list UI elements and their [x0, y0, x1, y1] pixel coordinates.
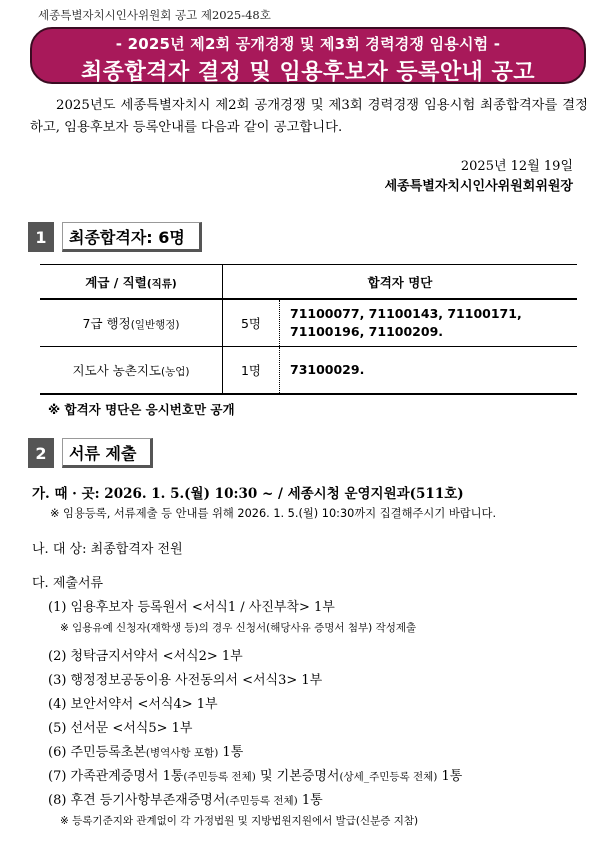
row-grade	[40, 347, 223, 395]
header-grade-label: 계급 / 직렬	[85, 274, 147, 290]
header-grade-small: (직류)	[146, 277, 177, 290]
document-item-text: (6) 주민등록초본	[48, 745, 146, 760]
banner-title: 최종합격자 결정 및 임용후보자 등록안내 공고	[80, 60, 536, 85]
section-1-number: 1	[28, 222, 54, 252]
row-grade-small: (일반행정)	[130, 319, 180, 331]
section-2-number: 2	[28, 438, 54, 468]
document-item-note: ※ 임용유예 신청자(재학생 등)의 경우 신청서(해당사유 증명서 첨부) 작성제출	[60, 622, 417, 634]
notice-date: 2025년 12월 19일	[460, 159, 573, 174]
document-item-text: (3) 행정정보공동이용 사전동의서 <서식3> 1부	[48, 673, 323, 688]
row-grade-small: (농업)	[161, 366, 190, 378]
table-row	[40, 299, 577, 347]
row-count: 5명	[223, 299, 280, 347]
document-item	[48, 669, 322, 688]
document-item	[48, 645, 243, 664]
table-row	[40, 347, 577, 395]
document-item-detail-2: (상세_주민등록 전체)	[339, 771, 438, 783]
documents-heading: 다. 제출서류	[32, 576, 104, 591]
document-item-text: (1) 임용후보자 등록원서 <서식1 / 사진부착> 1부	[48, 600, 335, 615]
document-item-detail: (주민등록 전체)	[183, 771, 256, 783]
document-item-qty: 1통	[218, 745, 244, 760]
row-ids: 71100077, 71100143, 71100171, 71100196, 71100209.	[280, 299, 578, 347]
schedule-place: 가. 때 · 곳: 2026. 1. 5.(월) 10:30 ~ / 세종시청 운영지원과(511호)	[32, 486, 464, 502]
document-item-qty: 1통	[297, 793, 323, 808]
document-item-text: (4) 보안서약서 <서식4> 1부	[48, 697, 218, 712]
document-item	[48, 789, 323, 808]
target-line: 나. 대 상: 최종합격자 전원	[32, 542, 183, 557]
document-item-text: (8) 후견 등기사항부존재증명서	[48, 793, 226, 808]
intro-paragraph: 2025년도 세종특별자치시 제2회 공개경쟁 및 제3회 경력경쟁 임용시험 최종합격자를 결정하고, 임용후보자 등록안내를 다음과 같이 공고합니다.	[30, 98, 588, 135]
section-2-title: 서류 제출	[62, 438, 153, 468]
document-item-note: ※ 등록기준지와 관계없이 각 가정법원 및 지방법원지원에서 발급(신분증 지참)	[60, 815, 419, 827]
row-grade-label: 지도사 농촌지도	[72, 363, 161, 378]
banner-subtitle: - 2025년 제2회 공개경쟁 및 제3회 경력경쟁 임용시험 -	[115, 35, 501, 53]
row-grade-label: 7급 행정	[82, 316, 131, 331]
document-item-qty: 1통	[437, 769, 463, 784]
document-item-detail: (주민등록 전체)	[225, 795, 298, 807]
document-item-text: (7) 가족관계증명서 1통	[48, 769, 184, 784]
header-list: 합격자 명단	[223, 265, 578, 300]
schedule-note: ※ 임용등록, 서류제출 등 안내를 위해 2026. 1. 5.(월) 10:30까지 집결해주시기 바랍니다.	[50, 507, 497, 520]
issuer-name: 세종특별자치시인사위원회위원장	[384, 179, 573, 194]
table-note: ※ 합격자 명단은 응시번호만 공개	[48, 402, 235, 417]
document-item	[48, 596, 335, 615]
table-header-row	[40, 265, 577, 300]
title-banner	[30, 27, 586, 84]
document-item-detail: (병역사항 포함)	[145, 747, 219, 759]
section-2-header	[28, 438, 153, 468]
section-1-header	[28, 222, 202, 252]
document-item-text-2: 및 기본증명서	[255, 769, 340, 784]
document-item	[48, 693, 218, 712]
document-item-text: (2) 청탁금지서약서 <서식2> 1부	[48, 649, 243, 664]
document-item	[48, 717, 193, 736]
row-grade	[40, 299, 223, 347]
section-1-title: 최종합격자: 6명	[62, 222, 202, 252]
row-ids: 73100029.	[280, 347, 578, 395]
document-item-text: (5) 선서문 <서식5> 1부	[48, 721, 193, 736]
row-count: 1명	[223, 347, 280, 395]
notice-number: 세종특별자치시인사위원회 공고 제2025-48호	[38, 8, 271, 22]
document-item	[48, 765, 462, 784]
document-item	[48, 741, 243, 760]
final-passers-table	[40, 264, 577, 395]
header-grade	[40, 265, 223, 300]
